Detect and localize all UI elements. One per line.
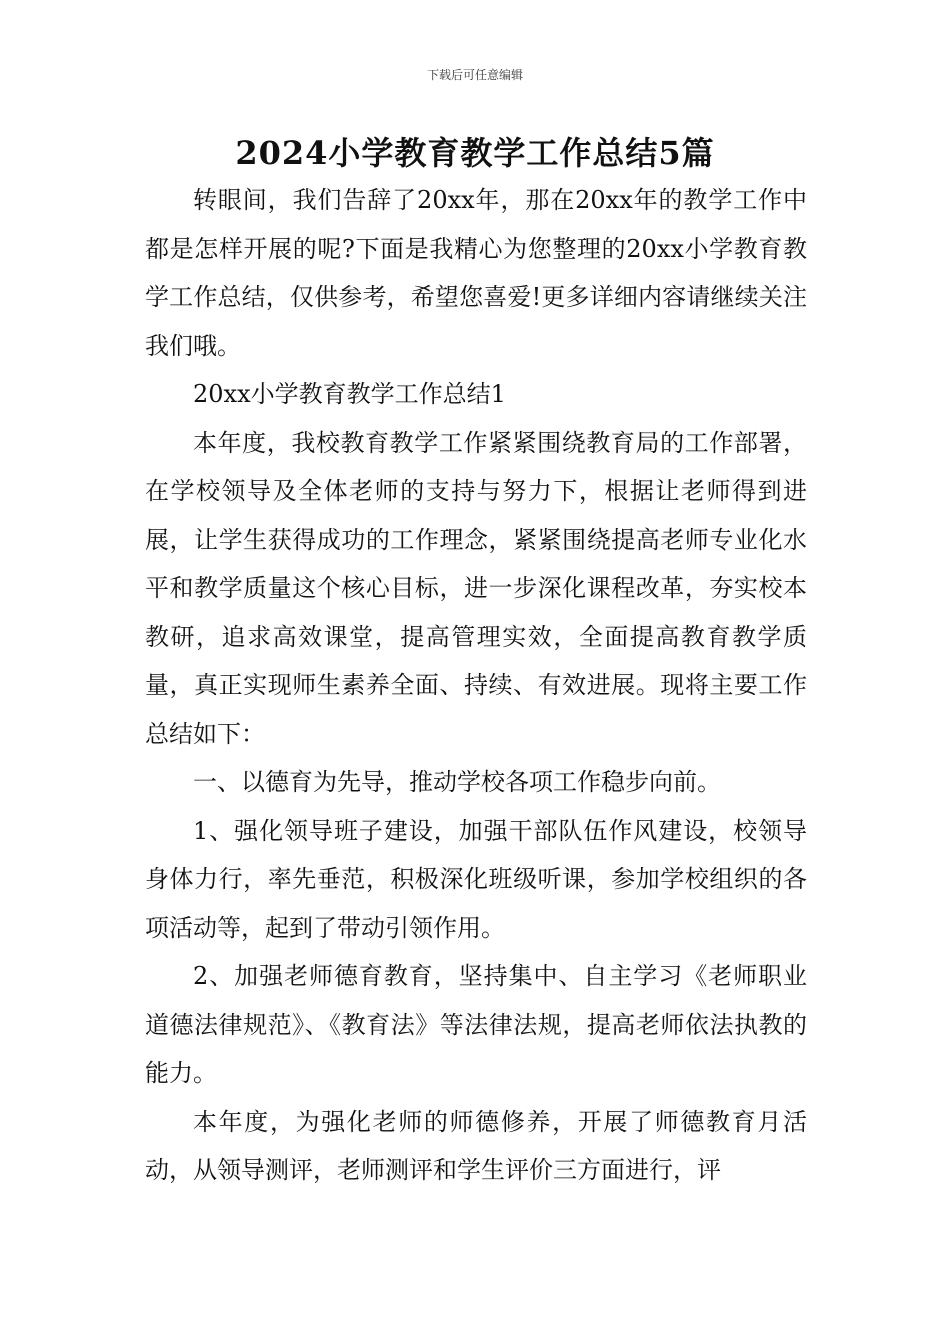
paragraph-ethics-month: 本年度，为强化老师的师德修养，开展了师德教育月活动，从领导测评，老师测评和学生评价三方面进行，评 bbox=[145, 1107, 807, 1184]
document-body bbox=[145, 176, 807, 1195]
header-note: 下载后可任意编辑 bbox=[426, 68, 523, 82]
paragraph-overview: 本年度，我校教育教学工作紧紧围绕教育局的工作部署，在学校领导及全体老师的支持与努力下，根据让老师得到进展，让学生获得成功的工作理念，紧紧围绕提高老师专业化水平和教学质量这个核心目标，进一步深化课程改革，夯实校本教研，追求高效课堂，提高管理实效，全面提高教育教学质量，真正实现师生素养全面、持续、有效进展。现将主要工作总结如下： bbox=[145, 428, 807, 748]
document-title: 2024小学教育教学工作总结5篇 bbox=[235, 134, 715, 172]
section-heading: 20xx小学教育教学工作总结1 bbox=[193, 380, 506, 408]
paragraph-item-1: 1、强化领导班子建设，加强干部队伍作风建设，校领导身体力行，率先垂范，积极深化班级听课，参加学校组织的各项活动等，起到了带动引领作用。 bbox=[145, 816, 807, 942]
subheading-moral-education: 一、以德育为先导，推动学校各项工作稳步向前。 bbox=[193, 768, 721, 796]
paragraph-item-2: 2、加强老师德育教育，坚持集中、自主学习《老师职业道德法律规范》、《教育法》等法律法规，提高老师依法执教的能力。 bbox=[145, 962, 807, 1087]
paragraph-intro: 转眼间，我们告辞了20xx年，那在20xx年的教学工作中都是怎样开展的呢?下面是我精心为您整理的20xx小学教育教学工作总结，仅供参考，希望您喜爱!更多详细内容请继续关注我们哦。 bbox=[145, 186, 807, 360]
